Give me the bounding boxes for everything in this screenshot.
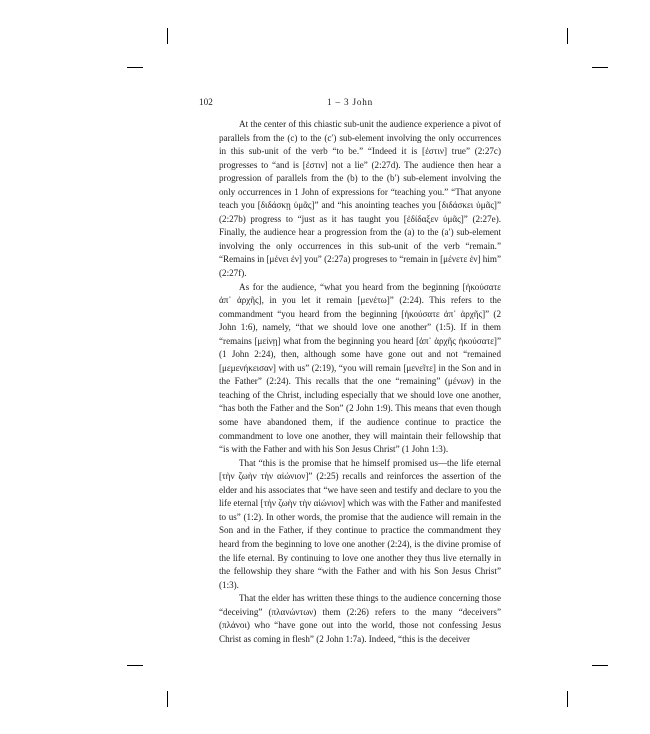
page-number: 102: [199, 97, 213, 107]
paragraph: As for the audience, “what you heard from the beginning [ἠκούσατε ἀπ᾽ ἀρχῆς], in you let it remain [μενέτω]” (2:24). This refers to the commandment “you heard from the beginning [ἠκούσατε ἀπ᾽ ἀρχῆς]” (2 John 1:6), namely, “that we should love one another” (1:5). If in them “remains [μείνῃ] what from the beginning you heard [ἀπ᾽ ἀρχῆς ἠκούσατε]” (1 John 2:24), then, although some have gone out and not “remained [μεμενήκεισαν] with us” (2:19), “you will remain [μενεῖτε] in the Son and in the Father” (2:24). This recalls that the one “remaining” (μένων) in the teaching of the Christ, including especially that we should love one another, “has both the Father and the Son” (2 John 1:9). This means that even though some have abandoned them, if the audience continue to practice the commandment to love one another, they will maintain their fellowship that “is with the Father and with his Son Jesus Christ” (1 John 1:3).: [219, 281, 501, 455]
running-head: 1 – 3 John: [326, 97, 374, 107]
crop-mark-left-upper: [127, 67, 143, 68]
paragraph: At the center of this chiastic sub-unit the audience experience a pivot of parallels from the (c) to the (c′) sub-element involving the only occurrences in this sub-unit of the verb “to be.” “Indeed it is [ἐστιν] true” (2:27c) progresses to “and is [ἐστιν] not a lie” (2:27d). The audience then hear a progression of parallels from the (b) to the (b′) sub-element involving the only occurrences in 1 John of expressions for “teaching you.” “That anyone teach you [διδάσκῃ ὑμᾶς]” and “his anointing teaches you [διδάσκει ὑμᾶς]” (2:27b) progress to “just as it has taught you [ἐδίδαξεν ὑμᾶς]” (2:27e). Finally, the audience hear a progression from the (a) to the (a′) sub-element involving the only occurrences in this sub-unit of the verb “remain.” “Remains in [μένει ἐν] you” (2:27a) progreses to “remain in [μένετε ἐν] him” (2:27f).: [219, 119, 501, 279]
crop-mark-right-lower: [592, 665, 608, 666]
paragraph: That “this is the promise that he himself promised us—the life eternal [τὴν ζωὴν τὴν αἰώνιον]” (2:25) recalls and reinforces the assertion of the elder and his associates that “we have seen and testify and declare to you the life eternal [τὴν ζωὴν τὴν αἰώνιον] which was with the Father and manifested to us” (1:2). In other words, the promise that the audience will remain in the Son and in the Father, if they continue to practice the commandment they heard from the beginning to love one another (2:24), is the divine promise of the life eternal. By continuing to love one another they thus live eternally in the fellowship they share “with the Father and with his Son Jesus Christ” (1:3).: [219, 457, 501, 590]
crop-mark-bottom-right: [567, 691, 568, 707]
body-text: [219, 118, 501, 646]
crop-mark-top-left: [167, 28, 168, 44]
crop-mark-right-upper: [592, 67, 608, 68]
page-header: [199, 97, 501, 111]
crop-mark-top-right: [567, 28, 568, 44]
crop-mark-left-lower: [127, 665, 143, 666]
paragraph: That the elder has written these things to the audience concerning those “deceiving” (πλανώντων) them (2:26) refers to the many “deceivers” (πλάνοι) who “have gone out into the world, those not confessing Jesus Christ as coming in flesh” (2 John 1:7a). Indeed, “this is the deceiver: [219, 593, 501, 644]
crop-mark-bottom-left: [167, 691, 168, 707]
